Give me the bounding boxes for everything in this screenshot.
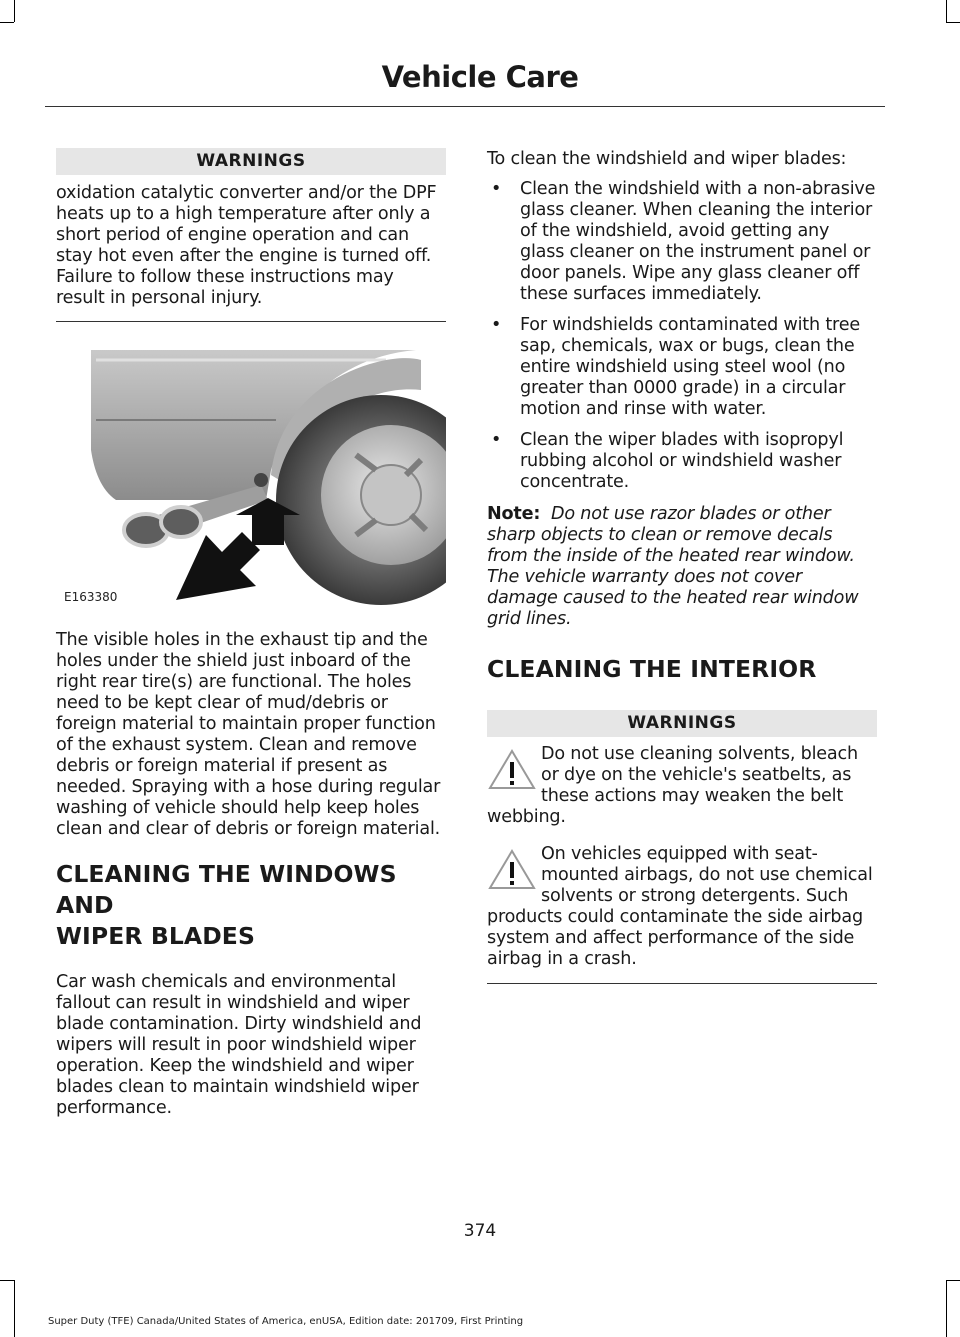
figure-code: E163380 — [64, 590, 118, 604]
page-number: 374 — [463, 1221, 497, 1241]
right-column — [487, 148, 877, 984]
warning-seatbelts — [487, 744, 877, 828]
arrow-diagonal-icon — [176, 532, 260, 600]
windows-paragraph: Car wash chemicals and environmental fallout can result in windshield and wiper blade contamination. Dirty windshield and wipers will result in poor windshield wiper operation. Keep the windshield and wiper blades clean to maintain windshield wiper performance. — [56, 972, 422, 1118]
crop-mark — [946, 22, 960, 23]
list-item — [487, 430, 877, 493]
exhaust-tip-right — [161, 507, 201, 537]
warnings-heading: WARNINGS — [487, 710, 877, 737]
crop-mark — [946, 0, 947, 22]
page-title: Vehicle Care — [381, 60, 579, 94]
left-column — [56, 148, 446, 1119]
note — [487, 504, 877, 630]
crop-mark — [946, 1280, 960, 1281]
warning-divider — [487, 983, 877, 984]
list-item-text: Clean the wiper blades with isopropyl rubbing alcohol or windshield washer concentrate. — [520, 430, 844, 492]
warning-triangle-icon — [487, 748, 537, 792]
intro-text: To clean the windshield and wiper blades: — [487, 149, 847, 169]
crop-mark — [0, 1280, 14, 1281]
shield-hole — [254, 473, 268, 487]
exhaust-illustration — [56, 350, 446, 610]
warning-divider — [56, 321, 446, 322]
windows-section-heading — [56, 859, 446, 952]
list-item — [487, 315, 877, 420]
crop-mark — [14, 0, 15, 22]
warnings-heading: WARNINGS — [56, 148, 446, 175]
warning-airbags — [487, 844, 877, 970]
list-item-text: Clean the windshield with a non-abrasive glass cleaner. When cleaning the interior of the windshield, avoid getting any glass cleaner on the instrument panel or door panels. Wipe any glass cleaner off these surfaces immediately. — [520, 179, 876, 304]
header-divider — [45, 106, 885, 107]
interior-section-heading: CLEANING THE INTERIOR — [487, 655, 817, 683]
bullet-icon: • — [491, 179, 502, 199]
warning-text: On vehicles equipped with seat-mounted airbags, do not use chemical solvents or strong detergents. Such products could contaminate the side airbag system and affect performance of the side airbag in a crash. — [487, 844, 873, 969]
heading-line-1: CLEANING THE WINDOWS AND — [56, 860, 397, 919]
bullet-icon: • — [491, 430, 502, 450]
list-item — [487, 179, 877, 305]
crop-mark — [14, 1280, 15, 1337]
warning-triangle-icon — [487, 848, 537, 892]
exhaust-figure — [56, 350, 446, 610]
heading-line-2: WIPER BLADES — [56, 922, 255, 950]
warning-text: Do not use cleaning solvents, bleach or dye on the vehicle's seatbelts, as these actions may weaken the belt webbing. — [487, 744, 858, 827]
note-label: Note: — [487, 504, 541, 524]
edition-footer: Super Duty (TFE) Canada/United States of America, enUSA, Edition date: 201709, First Printing — [48, 1316, 524, 1327]
exhaust-holes-paragraph: The visible holes in the exhaust tip and the holes under the shield just inboard of the right rear tire(s) are functional. The holes need to be kept clear of mud/debris or foreign material to maintain proper function of the exhaust system. Clean and remove debris or foreign material if present as needed. Spraying with a hose during regular washing of vehicle should help keep holes clean and clear of debris or foreign material. — [56, 630, 441, 839]
note-text: Do not use razor blades or other sharp objects to clean or remove decals from the inside of the heated rear window. The vehicle warranty does not cover damage caused to the heated rear window grid lines. — [487, 504, 859, 629]
bullet-icon: • — [491, 315, 502, 335]
cleaning-steps-list — [487, 179, 877, 493]
crop-mark — [946, 1280, 947, 1337]
crop-mark — [0, 22, 14, 23]
list-item-text: For windshields contaminated with tree sap, chemicals, wax or bugs, clean the entire windshield using steel wool (no greater than 0000 grade) in a circular motion and rinse with water. — [520, 315, 860, 419]
warning-text: oxidation catalytic converter and/or the DPF heats up to a high temperature after only a short period of engine operation and can stay hot even after the engine is turned off. Failure to follow these instructions may result in personal injury. — [56, 183, 437, 308]
